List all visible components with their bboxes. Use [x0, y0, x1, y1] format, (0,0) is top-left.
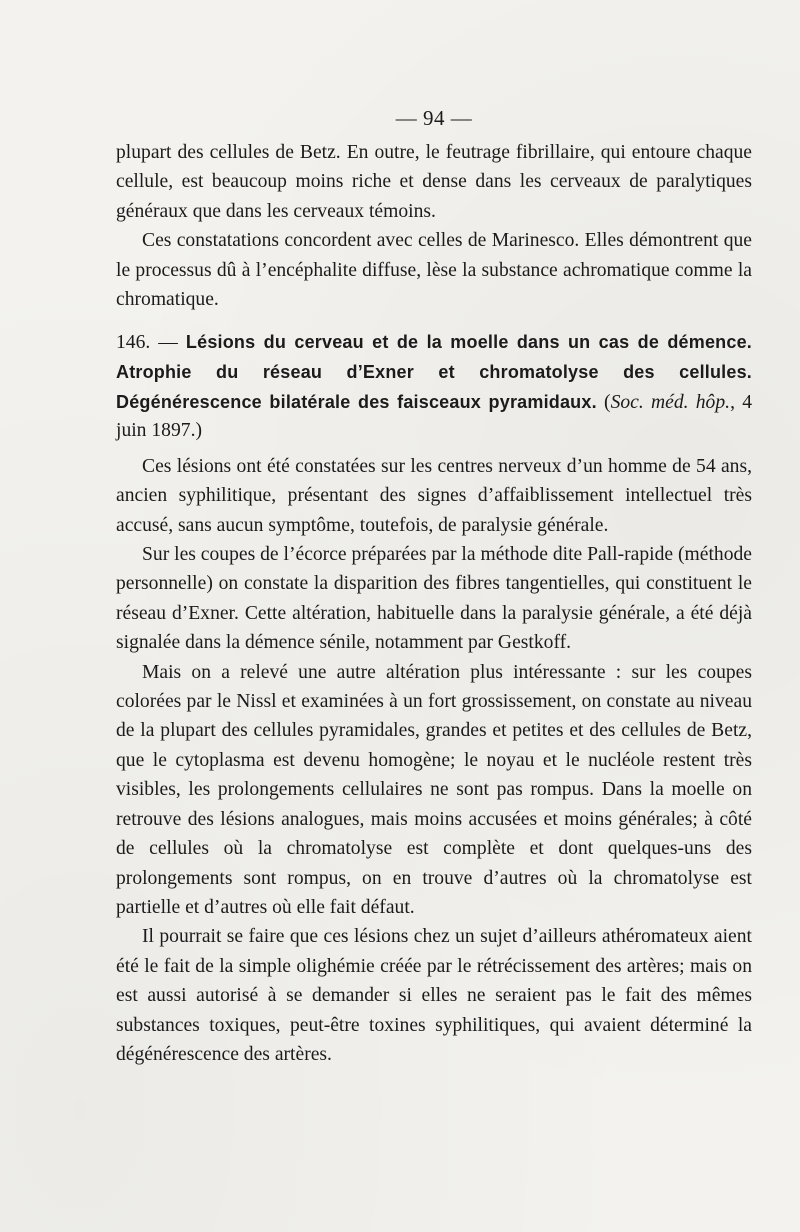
body-paragraph-3: Mais on a relevé une autre altération plus intéressante : sur les coupes colorées par le Nissl et examinées à un fort grossissement, on constate au niveau de la plupart des cellules pyramidales, grandes et petites et des cellules de Betz, que le cytoplasma est devenu homogène; le noyau et le nucléole restent très visibles, les prolongements cellulaires ne sont pas rompus. Dans la moelle on retrouve des lésions analogues, mais moins accusées et moins générales; à côté de cellules où la chromatolyse est complète et dont quelques-uns des prolongements sont rompus, on en trouve d’autres où la chromatolyse est partielle et d’autres où elle fait défaut.: [116, 661, 752, 918]
intro-paragraph-2: Ces constatations concordent avec celles de Marinesco. Elles démontrent que le processus dû à l’encéphalite diffuse, lèse la substance achromatique comme la chromatique.: [116, 230, 752, 311]
section-title: Lésions du cerveau et de la moelle dans un cas de démence. Atrophie du réseau d’Exner et chromatolyse des cellules. Dégénérescence bilatérale des faisceaux pyramidaux.: [116, 332, 752, 412]
section-heading: [116, 328, 752, 445]
reference-date: , 4 juin 1897.): [116, 391, 752, 442]
section-dash: —: [150, 332, 186, 354]
page-number: — 94 —: [395, 106, 473, 130]
intro-paragraph-1: plupart des cellules de Betz. En outre, le feutrage fibrillaire, qui entoure chaque cellule, est beaucoup moins riche et dense dans les cerveaux de paralytiques généraux que dans les cerveaux témoins.: [116, 142, 752, 222]
page-text-block: [116, 98, 752, 1069]
body-paragraph-2: Sur les coupes de l’écorce préparées par la méthode dite Pall-rapide (méthode personnelle) on constate la disparition des fibres tangentielles, qui constituent le réseau d’Exner. Cette altération, habituelle dans la paralysie générale, a été déjà signalée dans la démence sénile, notamment par Gestkoff.: [116, 544, 752, 654]
reference-journal: Soc. méd. hôp.: [610, 391, 731, 413]
section-number: 146.: [116, 332, 151, 354]
body-paragraph-4: Il pourrait se faire que ces lésions chez un sujet d’ailleurs athéromateux aient été le fait de la simple olighémie créée par le rétrécissement des artères; mais on est aussi autorisé à se demander si elles ne seraient pas le fait des mêmes substances toxiques, peut-être toxines syphilitiques, qui avaient déterminé la dégénérescence des artères.: [116, 926, 752, 1065]
body-paragraph-1: Ces lésions ont été constatées sur les centres nerveux d’un homme de 54 ans, ancien syphilitique, présentant des signes d’affaiblissement intellectuel très accusé, sans aucun symptôme, toutefois, de paralysie générale.: [116, 455, 752, 536]
reference-open: (: [596, 391, 611, 413]
